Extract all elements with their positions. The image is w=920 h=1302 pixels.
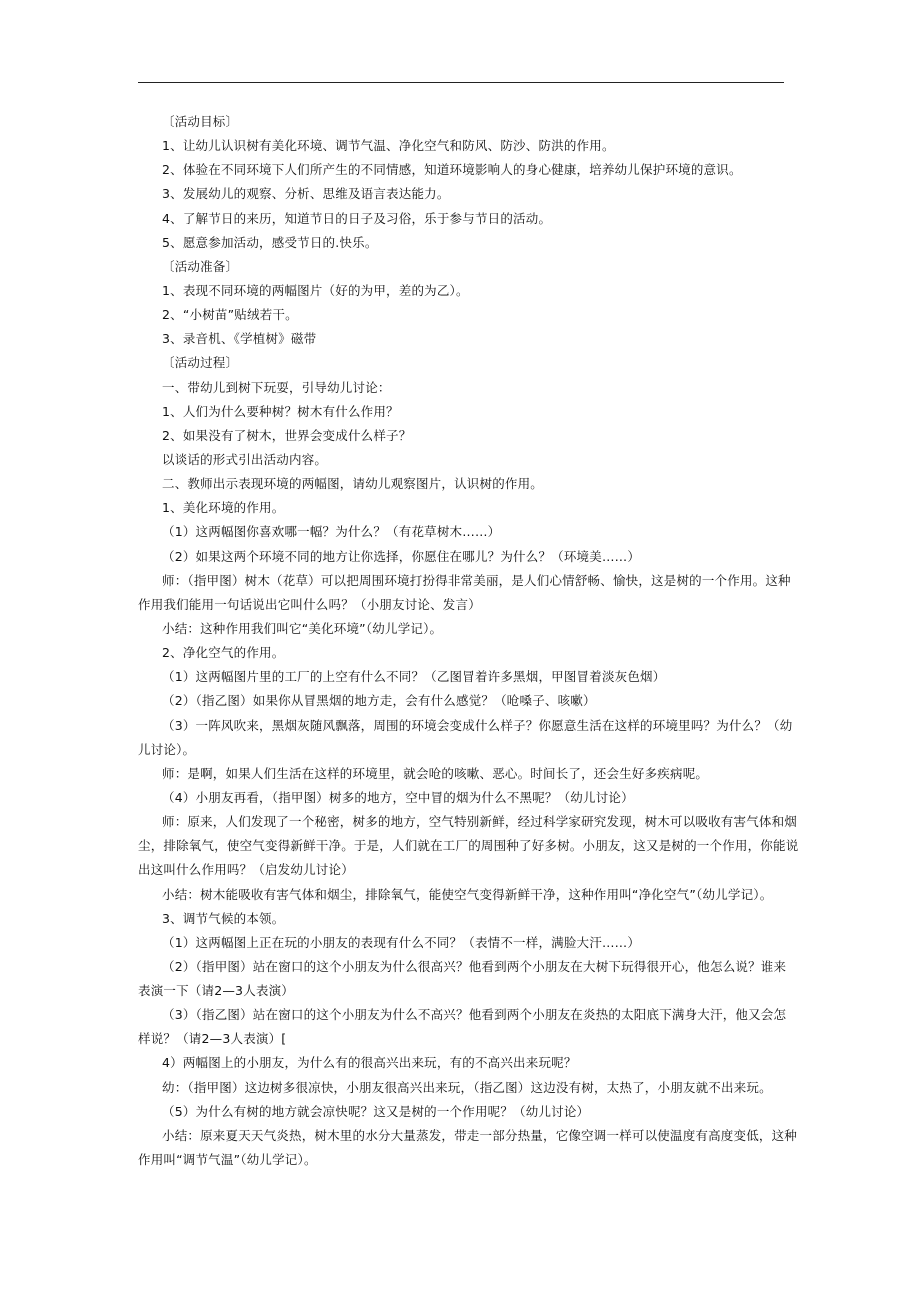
text-line: 以谈话的形式引出活动内容。 xyxy=(162,451,328,467)
text-line: 2、“小树苗”贴绒若干。 xyxy=(162,307,298,323)
text-line: 1、美化环境的作用。 xyxy=(162,500,285,516)
text-line: 1、表现不同环境的两幅图片（好的为甲，差的为乙）。 xyxy=(162,282,469,298)
text-line: 5、愿意参加活动，感受节日的.快乐。 xyxy=(162,234,378,250)
text-line: （2）（指乙图）如果你从冒黑烟的地方走，会有什么感觉？（呛嗓子、咳嗽） xyxy=(162,693,596,709)
text-line: （3）（指乙图）站在窗口的这个小朋友为什么不高兴？他看到两个小朋友在炎热的太阳底下满身大汗，他又会怎 xyxy=(162,1007,787,1023)
text-line: 作用我们能用一句话说出它叫什么吗？（小朋友讨论、发言） xyxy=(138,596,481,612)
text-line: 作用叫“调节气温”（幼儿学记）。 xyxy=(138,1152,317,1168)
text-line: 幼：（指甲图）这边树多很凉快，小朋友很高兴出来玩，（指乙图）这边没有树，太热了，小朋友就不出来玩。 xyxy=(162,1079,772,1095)
text-line: 3、录音机、《学植树》磁带 xyxy=(162,331,317,347)
text-line: （1）这两幅图你喜欢哪一幅？为什么？（有花草树木……） xyxy=(162,524,501,540)
text-line: 出这叫什么作用吗？（启发幼儿讨论） xyxy=(138,862,354,878)
text-line: （1）这两幅图片里的工厂的上空有什么不同？（乙图冒着许多黑烟，甲图冒着淡灰色烟） xyxy=(162,669,666,685)
text-line: 师：（指甲图）树木（花草）可以把周围环境打扮得非常美丽，是人们心情舒畅、愉快，这是树的一个作用。这种 xyxy=(162,572,791,588)
text-line: （4）小朋友再看，（指甲图）树多的地方，空中冒的烟为什么不黑呢？（幼儿讨论） xyxy=(162,789,634,805)
text-line: 2、体验在不同环境下人们所产生的不同情感，知道环境影响人的身心健康，培养幼儿保护环境的意识。 xyxy=(162,162,742,178)
text-line: 师：是啊，如果人们生活在这样的环境里，就会呛的咳嗽、恶心。时间长了，还会生好多疾病呢。 xyxy=(162,765,709,781)
text-line: 〔活动目标〕 xyxy=(162,114,239,129)
text-line: 1、人们为什么要种树？树木有什么作用？ xyxy=(162,403,399,419)
text-line: 1、让幼儿认识树有美化环境、调节气温、净化空气和防风、防沙、防洪的作用。 xyxy=(162,138,615,154)
text-line: 4、了解节日的来历，知道节日的日子及习俗，乐于参与节日的活动。 xyxy=(162,210,552,226)
text-line: 小结：原来夏天天气炎热，树木里的水分大量蒸发，带走一部分热量，它像空调一样可以使温度有高度变低，这种 xyxy=(162,1127,798,1143)
text-line: 2、净化空气的作用。 xyxy=(162,645,285,661)
text-line: 师：原来，人们发现了一个秘密，树多的地方，空气特别新鲜，经过科学家研究发现，树木可以吸收有害气体和烟 xyxy=(162,814,798,830)
text-line: （2）（指甲图）站在窗口的这个小朋友为什么很高兴？他看到两个小朋友在大树下玩得很开心，他怎么说？谁来 xyxy=(162,958,787,974)
text-line: （2）如果这两个环境不同的地方让你选择，你愿住在哪儿？为什么？（环境美……） xyxy=(162,548,641,564)
text-line: 尘，排除氧气，使空气变得新鲜干净。于是，人们就在工厂的周围种了好多树。小朋友，这又是树的一个作用，你能说 xyxy=(138,838,799,854)
text-line: 儿讨论）。 xyxy=(138,741,196,757)
text-line: （1）这两幅图上正在玩的小朋友的表现有什么不同？（表情不一样，满脸大汗……） xyxy=(162,934,641,950)
text-line: 二、教师出示表现环境的两幅图，请幼儿观察图片，认识树的作用。 xyxy=(162,476,544,492)
text-line: 〔活动准备〕 xyxy=(162,258,239,274)
text-line: 表演一下（请2—3人表演） xyxy=(138,983,295,999)
text-line: （5）为什么有树的地方就会凉快呢？这又是树的一个作用呢？（幼儿讨论） xyxy=(162,1103,590,1119)
text-line: 小结：树木能吸收有害气体和烟尘，排除氧气，能使空气变得新鲜干净，这种作用叫“净化空气”（幼儿学记）。 xyxy=(162,886,773,902)
text-line: 一、带幼儿到树下玩耍，引导幼儿讨论： xyxy=(162,379,391,395)
document-body xyxy=(138,110,799,1172)
text-line: 3、调节气候的本领。 xyxy=(162,910,285,926)
text-line: 样说？（请2—3人表演）[ xyxy=(138,1031,287,1047)
text-line: 小结：这种作用我们叫它“美化环境”（幼儿学记）。 xyxy=(162,620,443,636)
text-line: 2、如果没有了树木，世界会变成什么样子？ xyxy=(162,427,412,443)
text-line: 〔活动过程〕 xyxy=(162,355,239,371)
text-line: （3）一阵风吹来，黑烟灰随风飘落，周围的环境会变成什么样子？你愿意生活在这样的环境里吗？为什么？（幼 xyxy=(162,717,793,733)
text-line: 4）两幅图上的小朋友，为什么有的很高兴出来玩，有的不高兴出来玩呢？ xyxy=(162,1055,577,1071)
header-rule xyxy=(138,82,784,83)
text-line: 3、发展幼儿的观察、分析、思维及语言表达能力。 xyxy=(162,186,450,202)
